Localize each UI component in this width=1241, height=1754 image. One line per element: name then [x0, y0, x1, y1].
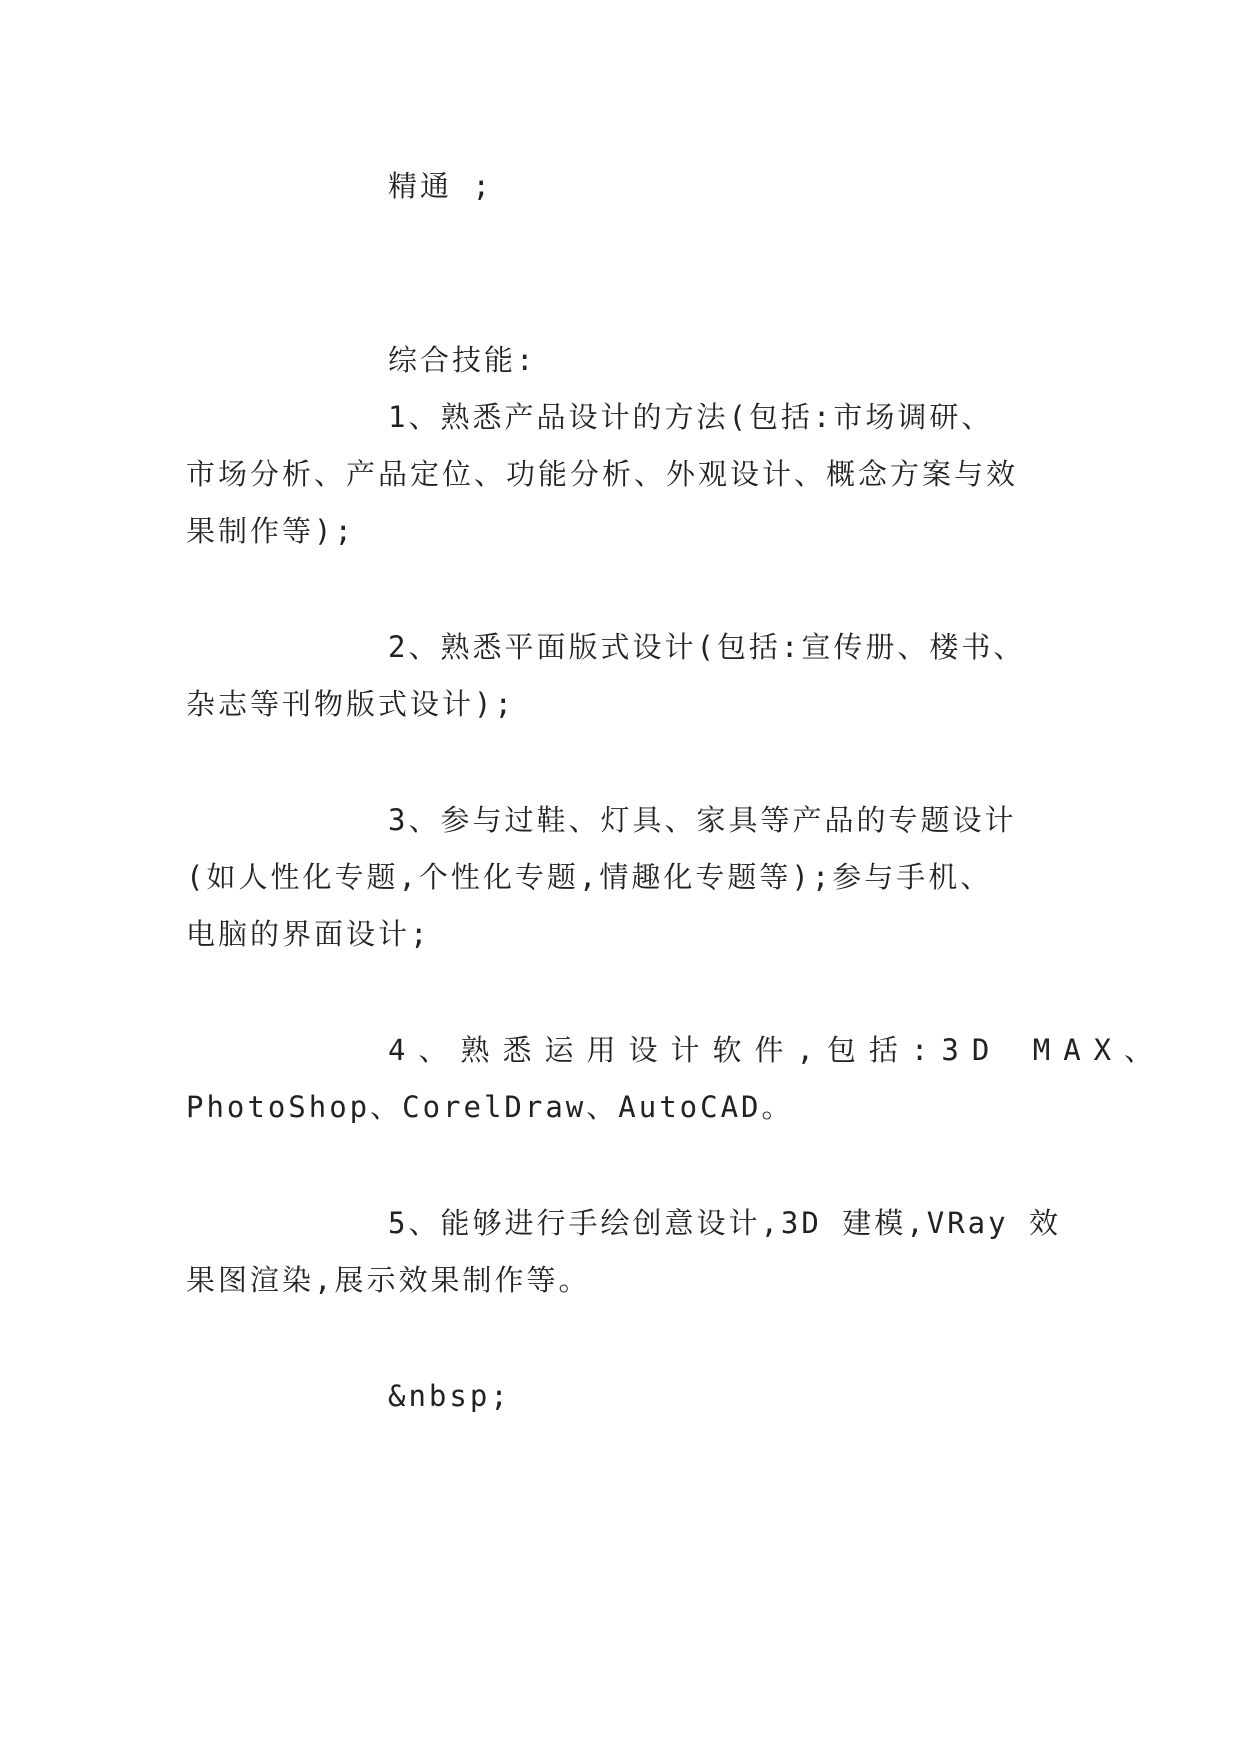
skill-2-line-1: 2、熟悉平面版式设计(包括:宣传册、楼书、: [388, 630, 1026, 664]
skill-5-line-1: 5、能够进行手绘创意设计,3D 建模,VRay 效: [388, 1206, 1062, 1240]
skill-2-line-2: 杂志等刊物版式设计);: [186, 687, 515, 721]
text-line-proficient: 精通 ;: [388, 169, 493, 203]
skill-4-line-1: 4、熟悉运用设计软件,包括:3D MAX、: [388, 1033, 1167, 1067]
skill-1-line-2: 市场分析、产品定位、功能分析、外观设计、概念方案与效: [186, 457, 1019, 491]
skill-3-line-1: 3、参与过鞋、灯具、家具等产品的专题设计: [388, 803, 1017, 837]
skill-4-line-2: PhotoShop、CorelDraw、AutoCAD。: [186, 1090, 794, 1124]
skill-3-line-2: (如人性化专题,个性化专题,情趣化专题等);参与手机、: [186, 860, 993, 894]
skill-1-line-1: 1、熟悉产品设计的方法(包括:市场调研、: [388, 400, 994, 434]
nbsp-literal-text: &nbsp;: [388, 1379, 511, 1413]
heading-comprehensive-skills: 综合技能:: [388, 343, 537, 377]
skill-5-line-2: 果图渲染,展示效果制作等。: [186, 1263, 591, 1297]
skill-3-line-3: 电脑的界面设计;: [186, 917, 431, 951]
skill-1-line-3: 果制作等);: [186, 514, 355, 548]
